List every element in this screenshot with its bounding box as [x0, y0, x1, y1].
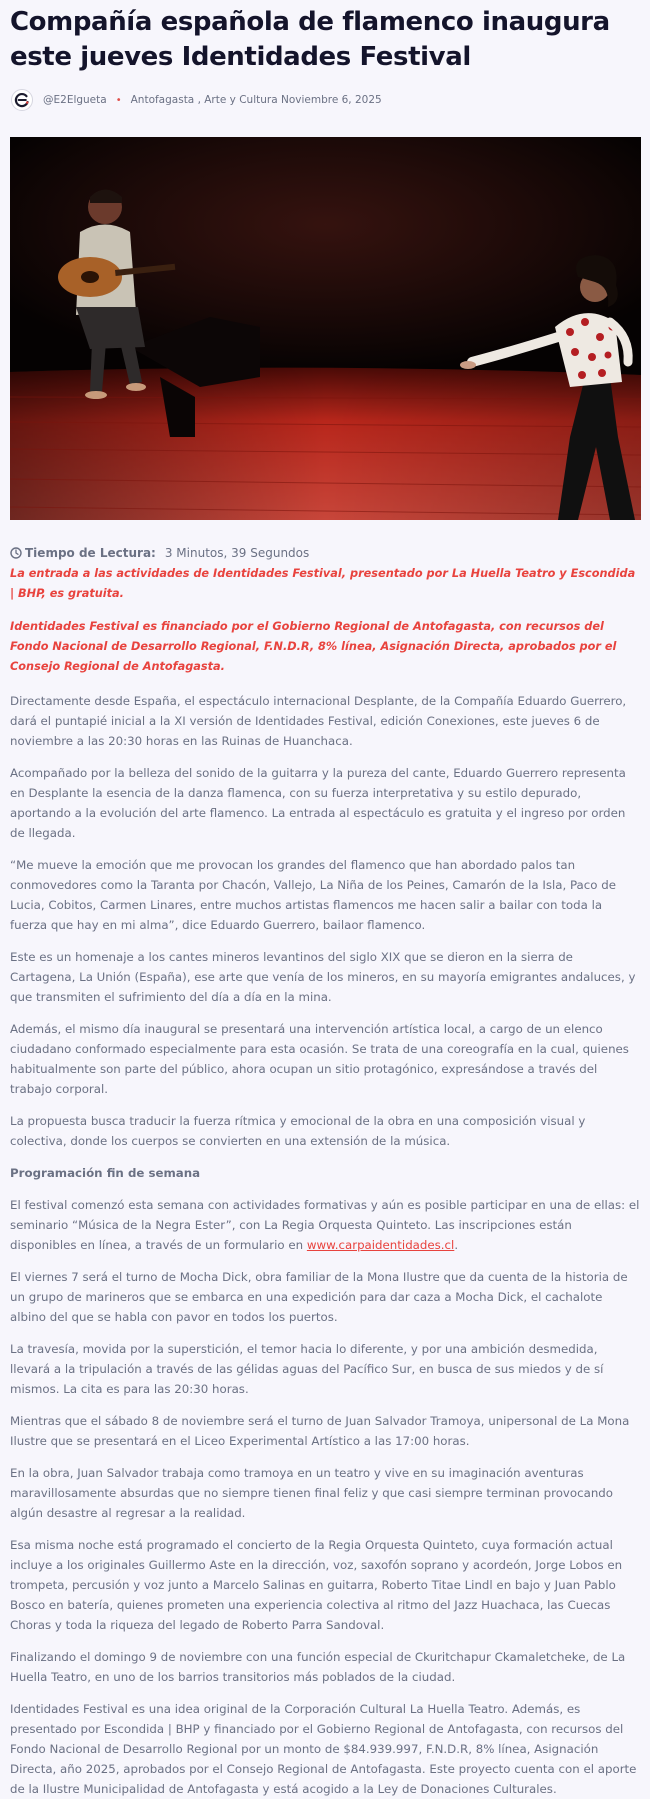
article-meta [10, 88, 640, 112]
separator-dot: • [115, 94, 122, 106]
paragraph-14: Identidades Festival es una idea original de la Corporación Cultural La Huella Teatro. Además, es presentado por Escondida | BHP y financiado por el Gobierno Regional de Antofagasta, con recursos del Fondo Nacional de Desarrollo Regional por un monto de $84.939.997, F.N.D.R, 8% línea, Asignación Directa, año 2025, aprobados por el Consejo Regional de Antofagasta. Este proyecto cuenta con el aporte de la Ilustre Municipalidad de Antofagasta y está acogido a la Ley de Donaciones Culturales. [10, 1702, 637, 1796]
paragraph-12: Esa misma noche está programado el concierto de la Regia Orquesta Quinteto, cuya formación actual incluye a los originales Guillermo Aste en la dirección, voz, saxofón soprano y acordeón, Jorge Lobos en trompeta, percusión y voz junto a Marcelo Salinas en guitarra, Roberto Titae Lindl en bajo y Juan Pablo Bosco en batería, quienes prometen una experiencia colectiva al ritmo del Jazz Huachaca, las Cuecas Choras y toda la riqueza del legado de Roberto Parra Sandoval. [10, 1538, 623, 1632]
paragraph-5: Además, el mismo día inaugural se presentará una intervención artística local, a cargo de un elenco ciudadano conformado especialmente para esta ocasión. Se trata de una coreografía en la cual, quienes habitualmente son parte del público, ahora ocupan un sitio protagónico, expresándose a través del trabajo corporal. [10, 1022, 629, 1096]
flamenco-stage-photo [10, 137, 641, 520]
category-date: Antofagasta , Arte y Cultura Noviembre 6, 2025 [130, 94, 382, 106]
lead-paragraph-2: Identidades Festival es financiado por el Gobierno Regional de Antofagasta, con recursos del Fondo Nacional de Desarrollo Regional, F.N.D.R, 8% línea, Asignación Directa, aprobados por el Consejo Regional de Antofagasta. [10, 620, 617, 673]
paragraph-9: La travesía, movida por la superstición, el temor hacia lo diferente, y por una ambición desmedida, llevará a la tripulación a través de las gélidas aguas del Pacífico Sur, en busca de sus miedos y de sí mismos. La cita es para las 20:30 horas. [10, 1342, 604, 1396]
paragraph-8: El viernes 7 será el turno de Mocha Dick, obra familiar de la Mona Ilustre que da cuenta de la historia de un grupo de marineros que se embarca en una expedición para dar caza a Mocha Dick, el cachalote albino del que se habla con pavor en todos los puertos. [10, 1270, 628, 1324]
paragraph-4: Este es un homenaje a los cantes mineros levantinos del siglo XIX que se dieron en la sierra de Cartagena, La Unión (España), ese arte que venía de los mineros, en su mayoría emigrantes andaluces, y que transmiten el sufrimiento del día a día en la mina. [10, 950, 636, 1004]
article-title: Compañía española de flamenco inaugura este jueves Identidades Festival [10, 7, 610, 72]
paragraph-6: La propuesta busca traducir la fuerza rítmica y emocional de la obra en una composición visual y colectiva, donde los cuerpos se convierten en una extensión de la música. [10, 1114, 586, 1148]
paragraph-7 [10, 1195, 640, 1255]
paragraph-13: Finalizando el domingo 9 de noviembre con una función especial de Ckuritchapur Ckamaletcheke, de La Huella Teatro, en uno de los barrios transitorios más poblados de la ciudad. [10, 1650, 626, 1684]
reading-time [10, 544, 640, 562]
paragraph-11: En la obra, Juan Salvador trabaja como tramoya en un teatro y vive en su imaginación aventuras maravillosamente absurdas que no siempre tienen final feliz y que casi siempre terminan provocando algún desastre al regresar a la realidad. [10, 1466, 614, 1520]
registration-link[interactable]: www.carpaidentidades.cl [306, 1238, 455, 1252]
paragraph-7-end: . [454, 1238, 459, 1252]
paragraph-3: “Me mueve la emoción que me provocan los grandes del flamenco que han abordado palos tan conmovedores como la Taranta por Chacón, Vallejo, La Niña de los Peines, Camarón de la Isla, Paco de Lucia, Cobitos, Carmen Linares, entre muchos artistas flamencos me hacen salir a bailar con toda la fuerza que hay en mi alma”, dice Eduardo Guerrero, bailaor flamenco. [10, 858, 616, 932]
paragraph-7-text: El festival comenzó esta semana con actividades formativas y aún es posible participar en una de ellas: el seminario “Música de la Negra Ester”, con La Regia Orquesta Quinteto. Las inscripciones están disponibles en línea, a través de un formulario en [10, 1198, 640, 1252]
reading-time-label: Tiempo de Lectura: [25, 546, 156, 560]
clock-icon [10, 547, 22, 559]
reading-time-value: 3 Minutos, 39 Segundos [164, 546, 310, 560]
hero-image [10, 137, 641, 520]
lead-paragraph-1: La entrada a las actividades de Identidades Festival, presentado por La Huella Teatro y Escondida | BHP, es gratuita. [10, 567, 636, 600]
paragraph-1: Directamente desde España, el espectáculo internacional Desplante, de la Compañía Eduardo Guerrero, dará el puntapié inicial a la XI versión de Identidades Festival, edición Conexiones, este jueves 6 de noviembre a las 20:30 horas en las Ruinas de Huanchaca. [10, 694, 627, 748]
logo-e-icon[interactable] [11, 89, 33, 111]
paragraph-2: Acompañado por la belleza del sonido de la guitarra y la pureza del cante, Eduardo Guerrero representa en Desplante la esencia de la danza flamenca, con su fuerza interpretativa y su estilo depurado, aportando a la evolución del arte flamenco. La entrada al espectáculo es gratuita y el ingreso por orden de llegada. [10, 766, 626, 840]
section-heading: Programación fin de semana [10, 1166, 201, 1180]
paragraph-10: Mientras que el sábado 8 de noviembre será el turno de Juan Salvador Tramoya, unipersonal de La Mona Ilustre que se presentará en el Liceo Experimental Artístico a las 17:00 horas. [10, 1414, 630, 1448]
author-link[interactable]: @E2Elgueta [43, 94, 107, 106]
